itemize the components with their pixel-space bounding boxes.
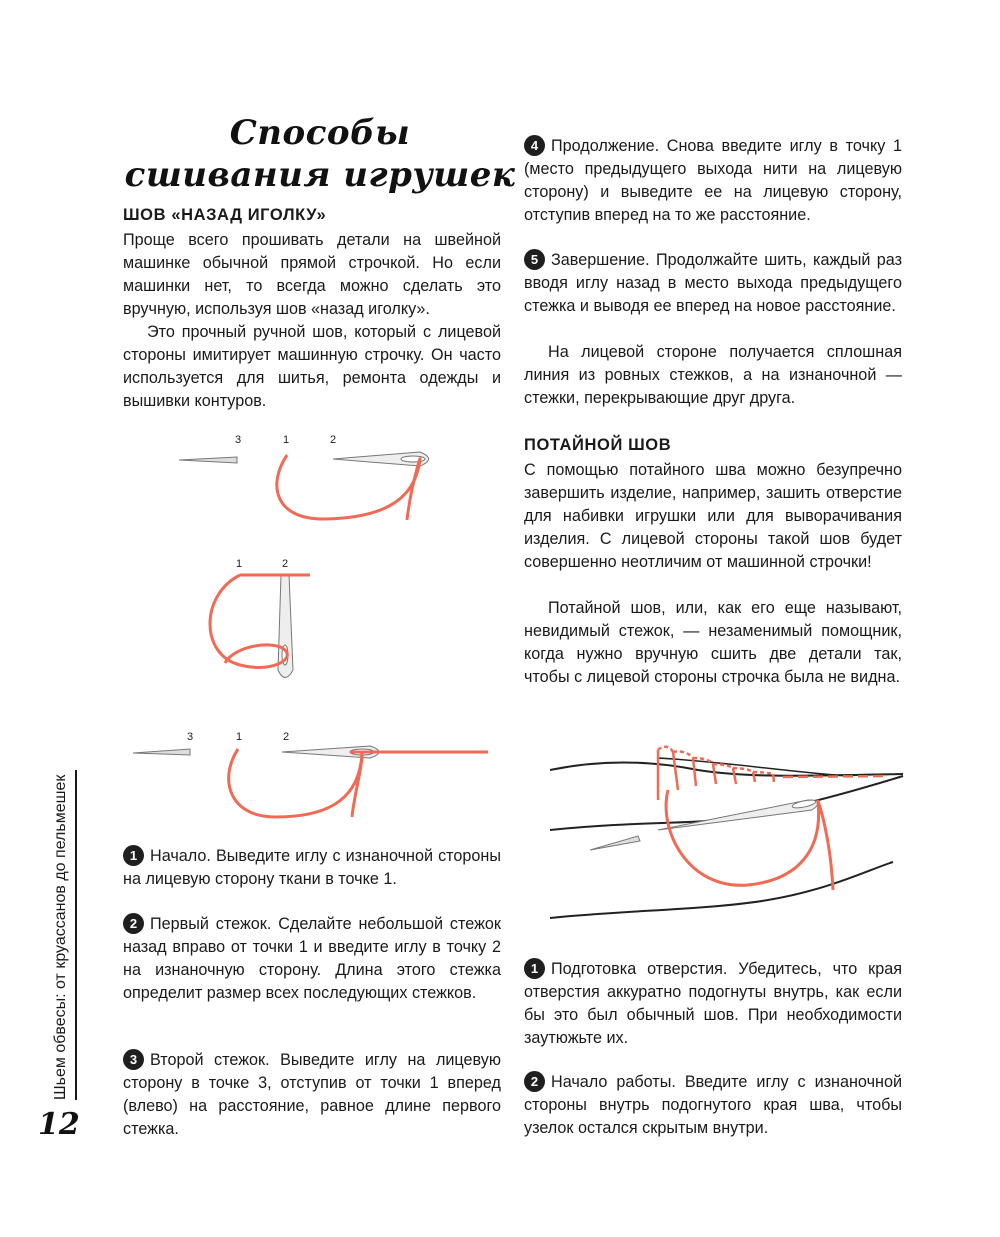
fig1-label-3: 3 xyxy=(235,434,242,446)
backstitch-step-1 xyxy=(123,845,501,891)
step-text: Первый стежок. Сделайте небольшой стежок назад вправо от точки 1 и введите иглу в точку 2 на изнаночную сторону. Длина этого стежка определит размер всех последующих стежков. xyxy=(123,915,501,1002)
blind-stitch-step-2 xyxy=(524,1071,902,1140)
step-text: Начало работы. Введите иглу с изнаночной стороны внутрь подогнутого края шва, чтобы узелок остался скрытым внутри. xyxy=(524,1073,902,1137)
backstitch-step-2 xyxy=(123,913,501,1005)
blind-stitch-figure xyxy=(548,740,908,925)
needle-icon xyxy=(179,457,237,463)
backstitch-step-3 xyxy=(123,1049,501,1141)
page-title xyxy=(120,112,520,196)
step-text: Второй стежок. Выведите иглу на лицевую сторону в точке 3, отступив от точки 1 вперед (влево) на расстояние, равное длине первого стежка. xyxy=(123,1051,501,1138)
blind-stitch-step-1 xyxy=(524,958,902,1050)
fig2-label-1: 1 xyxy=(236,558,243,570)
backstitch-description: Это прочный ручной шов, который с лицевой стороны имитирует машинную строчку. Он часто используется для шитья, ремонта одежды и вышивки контуров. xyxy=(123,323,501,410)
backstitch-result: На лицевой стороне получается сплошная линия из ровных стежков, а на изнаночной — стежки, перекрывающие друг друга. xyxy=(524,343,902,407)
step-number-badge: 2 xyxy=(123,913,144,934)
side-rule xyxy=(75,770,77,1100)
page-title-line-1: Способы xyxy=(229,113,411,153)
needle-icon xyxy=(333,452,429,466)
backstitch-figure-3 xyxy=(130,725,500,825)
step-number-badge: 4 xyxy=(524,135,545,156)
fabric-edge-lower xyxy=(550,776,903,830)
backstitch-figure-2 xyxy=(200,555,360,690)
step-number-badge: 1 xyxy=(524,958,545,979)
needle-icon xyxy=(133,749,190,755)
step-number-badge: 2 xyxy=(524,1071,545,1092)
step-text: Завершение. Продолжайте шить, каждый раз вводя иглу назад в место выхода предыдущего стежка и выводя ее вперед на новое расстояние. xyxy=(524,251,902,315)
blind-stitch-ladder xyxy=(658,747,888,800)
fig3-label-2: 2 xyxy=(283,731,290,743)
step-text: Начало. Выведите иглу с изнаночной стороны на лицевую сторону ткани в точке 1. xyxy=(123,847,501,888)
step-text: Продолжение. Снова введите иглу в точку 1 (место предыдущего выхода нити на лицевую сторону) и выведите ее на лицевую сторону, отступив вперед на то же расстояние. xyxy=(524,137,902,224)
fig1-label-1: 1 xyxy=(283,434,290,446)
needle-icon xyxy=(658,799,818,830)
blind-stitch-intro: С помощью потайного шва можно безупречно завершить изделие, например, зашить отверстие для набивки игрушки или для выворачивания изделия. С лицевой стороны такой шов будет совершенно неотличим от машинной строчки! xyxy=(524,461,902,571)
blind-stitch-heading: ПОТАЙНОЙ ШОВ xyxy=(524,436,672,454)
needle-icon xyxy=(590,836,640,850)
step-number-badge: 5 xyxy=(524,249,545,270)
backstitch-step-4 xyxy=(524,135,902,227)
step-number-badge: 3 xyxy=(123,1049,144,1070)
fabric-edge-bottom xyxy=(550,862,893,918)
step-text: Подготовка отверстия. Убедитесь, что края отверстия аккуратно подогнуты внутрь, как если бы это был обычный шов. При необходимости заутюжьте их. xyxy=(524,960,902,1047)
fig3-label-1: 1 xyxy=(236,731,243,743)
fig3-label-3: 3 xyxy=(187,731,194,743)
thread-path xyxy=(229,749,362,817)
fig1-label-2: 2 xyxy=(330,434,337,446)
running-title: Шьем обвесы: от круассанов до пельмешек xyxy=(52,774,69,1100)
backstitch-step-5 xyxy=(524,249,902,318)
backstitch-heading: ШОВ «НАЗАД ИГОЛКУ» xyxy=(123,206,327,224)
thread-path xyxy=(210,575,287,667)
blind-stitch-description: Потайной шов, или, как его еще называют, невидимый стежок, — незаменимый помощник, когда нужно вручную сшить две детали так, чтобы с лицевой стороны строчка была не видна. xyxy=(524,599,902,686)
page-title-line-2: сшивания игрушек xyxy=(124,155,516,195)
backstitch-intro: Проще всего прошивать детали на швейной машинке обычной прямой строчкой. Но если машинки нет, то всегда можно сделать это вручную, используя шов «назад иголку». xyxy=(123,231,501,318)
backstitch-figure-1 xyxy=(175,425,455,535)
page-number: 12 xyxy=(38,1107,80,1142)
step-number-badge: 1 xyxy=(123,845,144,866)
fig2-label-2: 2 xyxy=(282,558,289,570)
